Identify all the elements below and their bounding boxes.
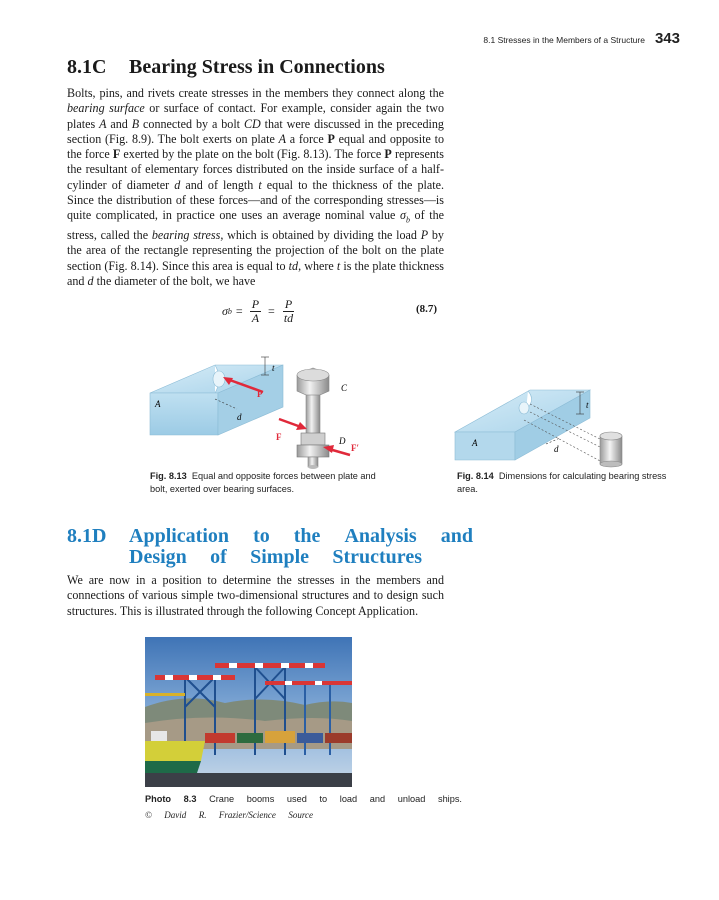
heading-word: Design	[129, 546, 187, 568]
label-d-2: d	[554, 444, 559, 454]
section-title: Bearing Stress in Connections	[129, 56, 385, 78]
figure-8-13	[145, 335, 385, 475]
label-t-2: t	[586, 400, 589, 410]
label-d-bolt: D	[339, 436, 346, 446]
paragraph-run: equal to the thickness of the plate. Since the distribution of these forces—and of the corresponding stresses—is quite complicated, in practice one uses an average nominal value	[67, 177, 445, 223]
eq-equals-2: =	[268, 304, 275, 318]
paragraph-run: represents the resultant of elementary forces distributed on the inside surface of a half-cylinder of diameter	[67, 147, 444, 192]
paragraph-run: that were discussed in the preceding section (Fig. 8.9). The bolt exerts on plate	[67, 116, 444, 146]
eq-fraction-2	[282, 298, 295, 325]
caption-word: booms	[246, 794, 275, 804]
paragraph-run: bearing stress,	[151, 228, 224, 243]
body-paragraph-applications	[67, 573, 444, 619]
paragraph-run: d	[87, 273, 94, 288]
figure-8-14-caption	[457, 470, 682, 496]
eq-frac1-num: P	[251, 297, 260, 311]
paragraph-run: equal and opposite to the force	[67, 131, 445, 162]
paragraph-run: P	[384, 147, 392, 162]
paragraph-run: is the plate thickness and	[67, 258, 444, 288]
paragraph-run: A	[99, 116, 107, 131]
paragraph-run: and of length	[180, 177, 259, 192]
heading-word: the	[293, 525, 321, 547]
cylinder-shape	[600, 432, 622, 467]
running-head-section: 8.1 Stresses in the Members of a Structure	[483, 35, 645, 45]
paragraph-run: B	[131, 116, 140, 131]
label-a-2: A	[472, 438, 478, 448]
heading-line-2	[129, 547, 422, 568]
photo-caption-number: 8.3	[183, 794, 197, 804]
paragraph-run: td	[288, 258, 299, 273]
label-d: d	[237, 412, 242, 422]
label-p: P	[257, 389, 263, 399]
caption-word: Crane	[209, 794, 235, 804]
caption-word: used	[286, 794, 307, 804]
caption-word: unload	[397, 794, 426, 804]
caption-word: to	[319, 794, 328, 804]
plate-a-shape-2	[455, 390, 590, 460]
heading-word: and	[440, 525, 473, 547]
photo-credit	[145, 810, 313, 820]
credit-word: Frazier/Science	[218, 810, 276, 820]
eq-frac1-den: A	[251, 311, 260, 325]
caption-label: Fig. 8.13	[150, 471, 187, 481]
paragraph-run: d	[174, 177, 181, 192]
caption-word: ships.	[437, 794, 462, 804]
section-number-8-1d: 8.1D	[67, 525, 107, 547]
photo-crane-booms	[145, 637, 352, 787]
heading-word: Structures	[332, 546, 422, 568]
running-head	[440, 30, 680, 50]
eq-fraction-1	[250, 298, 261, 325]
eq-frac2-num: P	[284, 297, 293, 311]
figure-8-14	[450, 360, 640, 470]
body-paragraph-bearing	[67, 86, 444, 289]
paragraph-run: P	[420, 228, 429, 243]
caption-text: Equal and opposite forces between plate and bolt, exerted over bearing surfaces.	[150, 471, 376, 494]
figure-8-13-caption	[150, 470, 390, 496]
paragraph-run: F	[112, 147, 121, 162]
paragraph-text-2: We are now in a position to determine the stresses in the members and connections of various simple two-dimensional structures and to design such structures. This is illustrated through the following Concept Application.	[67, 573, 444, 618]
heading-word: Application	[129, 525, 230, 547]
paragraph-run: P	[327, 131, 335, 146]
heading-word: to	[253, 525, 270, 547]
page-number: 343	[654, 30, 680, 47]
caption-word: and	[369, 794, 386, 804]
credit-word: David	[164, 810, 187, 820]
paragraph-run: CD	[243, 116, 261, 131]
caption-text-2: Dimensions for calculating bearing stress area.	[457, 471, 667, 494]
label-fprime: F′	[351, 443, 360, 453]
paragraph-run: Bolts, pins, and rivets create stresses in the members they connect along the	[67, 86, 444, 100]
paragraph-run: σ	[399, 208, 406, 223]
heading-word: of	[210, 546, 227, 568]
caption-word: load	[339, 794, 358, 804]
label-a: A	[155, 399, 161, 409]
photo-caption	[145, 794, 462, 804]
heading-word: Analysis	[344, 525, 417, 547]
eq-sigma-sub: b	[227, 307, 232, 316]
eq-equals-1: =	[235, 304, 243, 318]
heading-line-1	[129, 526, 473, 547]
paragraph-run: or surface of contact. For example, consider again the two plates	[67, 101, 444, 131]
photo-caption-label: Photo	[145, 794, 172, 804]
section-heading-8-1c	[67, 56, 385, 79]
label-t: t	[272, 363, 275, 373]
equation-8-7	[222, 298, 298, 325]
paragraph-run: exerted by the plate on the bolt (Fig. 8.13). The force	[120, 147, 385, 162]
paragraph-run: b	[405, 215, 410, 225]
paragraph-run: A	[278, 131, 286, 146]
eq-sigma: σ	[222, 304, 228, 318]
paragraph-run: a force	[286, 131, 328, 146]
paragraph-run: by the area of the rectangle representing the projection of the bolt on the plate section (Fig. 8.14). Since this area is equal to	[67, 228, 444, 273]
eq-frac2-den: td	[283, 311, 294, 325]
paragraph-run: t	[258, 177, 262, 192]
paragraph-run: , where	[298, 258, 337, 273]
section-heading-8-1d	[67, 526, 473, 568]
caption-label-2: Fig. 8.14	[457, 471, 494, 481]
paragraph-run: connected by a bolt	[139, 116, 244, 131]
section-number: 8.1C	[67, 56, 107, 78]
credit-word: R.	[198, 810, 207, 820]
paragraph-run: of the stress, called the	[67, 208, 444, 243]
paragraph-run: and	[106, 116, 132, 131]
paragraph-run: t	[336, 258, 341, 273]
paragraph-run: which is obtained by dividing the load	[223, 228, 421, 243]
label-f: F	[276, 432, 282, 442]
paragraph-run: the diameter of the bolt, we have	[93, 273, 256, 288]
force-f-arrow	[279, 419, 307, 430]
paragraph-text	[67, 86, 444, 289]
credit-word: Source	[288, 810, 313, 820]
heading-word: Simple	[250, 546, 310, 568]
label-c: C	[341, 383, 348, 393]
paragraph-run: bearing surface	[67, 101, 145, 116]
bolt-cd-shape	[297, 368, 329, 469]
equation-number: (8.7)	[416, 303, 438, 315]
credit-word: ©	[145, 810, 152, 820]
